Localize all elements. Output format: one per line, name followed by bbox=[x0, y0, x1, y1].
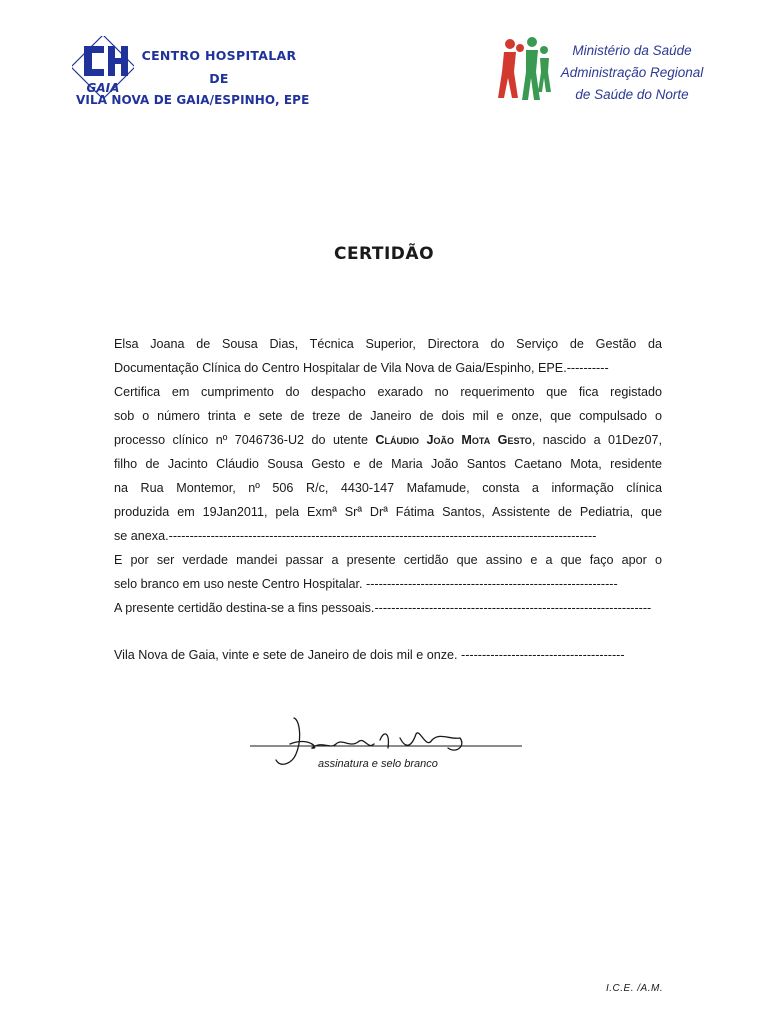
institution-name-line-2: DE bbox=[209, 71, 229, 86]
body-text: selo branco em uso neste Centro Hospitalar. bbox=[114, 577, 367, 591]
body-line bbox=[114, 576, 662, 592]
institution-name bbox=[134, 44, 304, 90]
patient-name: Cláudio João Mota Gesto bbox=[375, 433, 532, 447]
body-line: na Rua Montemor, nº 506 R/c, 4430-147 Mafamude, consta a informação clínica bbox=[114, 481, 662, 495]
body-line: filho de Jacinto Cláudio Sousa Gesto e de Maria João Santos Caetano Mota, residente bbox=[114, 457, 662, 471]
institution-name-line-3: VILA NOVA DE GAIA/ESPINHO, EPE bbox=[76, 93, 310, 107]
dash-filler: ---------- bbox=[566, 361, 609, 375]
ministry-line-1: Ministério da Saúde bbox=[572, 43, 692, 58]
dash-filler: --------------------------------------- bbox=[461, 648, 625, 662]
body-line bbox=[114, 360, 662, 376]
body-text: processo clínico nº 7046736-U2 do utente bbox=[114, 433, 376, 447]
chgaia-logo-icon bbox=[72, 36, 134, 98]
signature-label: assinatura e selo branco bbox=[318, 758, 438, 770]
ministry-line-2: Administração Regional bbox=[560, 65, 704, 80]
body-line: Certifica em cumprimento do despacho exarado no requerimento que fica registado bbox=[114, 385, 662, 399]
body-line: Elsa Joana de Sousa Dias, Técnica Superior, Directora do Serviço de Gestão da bbox=[114, 337, 662, 351]
dash-filler: ------------------------------------------------------------ bbox=[366, 577, 618, 591]
dash-filler: ------------------------------------------------------------------ bbox=[374, 601, 652, 615]
ministry-line-3: de Saúde do Norte bbox=[575, 87, 689, 102]
date-line bbox=[114, 647, 662, 663]
dash-filler: ------------------------------------------------------------------------------------------------------ bbox=[168, 529, 597, 543]
body-line bbox=[114, 528, 662, 544]
document-title: CERTIDÃO bbox=[333, 244, 435, 264]
body-line: sob o número trinta e sete de treze de Janeiro de dois mil e onze, que compulsado o bbox=[114, 409, 662, 423]
ministry-name bbox=[558, 40, 706, 106]
ministry-figures-logo-icon bbox=[496, 36, 556, 102]
body-line bbox=[114, 432, 662, 448]
date-text: Vila Nova de Gaia, vinte e sete de Janeiro de dois mil e onze. bbox=[114, 648, 461, 662]
body-text: , nascido a 01Dez07, bbox=[531, 433, 662, 447]
body-line: E por ser verdade mandei passar a presente certidão que assino e a que faço apor o bbox=[114, 553, 662, 567]
body-text: Documentação Clínica do Centro Hospitalar de Vila Nova de Gaia/Espinho, EPE. bbox=[114, 361, 567, 375]
body-text: A presente certidão destina-se a fins pessoais. bbox=[114, 601, 375, 615]
footer-reference: I.C.E. /A.M. bbox=[606, 983, 664, 994]
body-line bbox=[114, 600, 662, 616]
body-text: se anexa. bbox=[114, 529, 169, 543]
svg-text:GAIA: GAIA bbox=[86, 81, 120, 95]
institution-name-line-1: CENTRO HOSPITALAR bbox=[141, 48, 297, 63]
body-line: produzida em 19Jan2011, pela Exmª Srª Drª Fátima Santos, Assistente de Pediatria, que bbox=[114, 505, 662, 519]
